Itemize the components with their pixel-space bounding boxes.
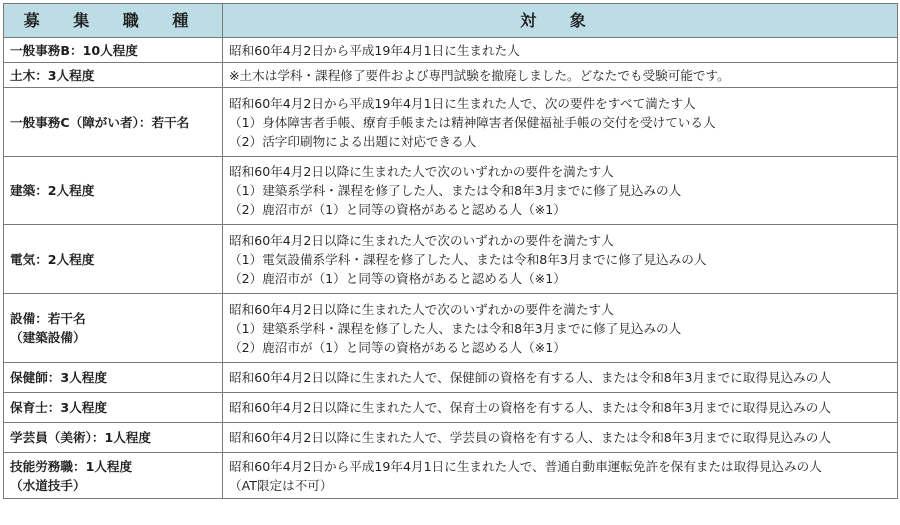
- position-cell: 設備：若干名 （建築設備）: [4, 294, 223, 363]
- table-row: [4, 225, 898, 294]
- target-cell: 昭和60年4月2日以降に生まれた人で次のいずれかの要件を満たす人 （1）建築系学科・課程を修了した人、または令和8年3月までに修了見込みの人 （2）鹿沼市が（1）と同等の資格があると認める人（※1）: [223, 157, 898, 225]
- target-cell: ※土木は学科・課程修了要件および専門試験を撤廃しました。どなたでも受験可能です。: [223, 63, 898, 88]
- target-cell: 昭和60年4月2日以降に生まれた人で、保健師の資格を有する人、または令和8年3月までに取得見込みの人: [223, 363, 898, 393]
- position-cell: 保健師：3人程度: [4, 363, 223, 393]
- target-cell: 昭和60年4月2日以降に生まれた人で、保育士の資格を有する人、または令和8年3月までに取得見込みの人: [223, 393, 898, 423]
- target-cell: 昭和60年4月2日から平成19年4月1日に生まれた人で、次の要件をすべて満たす人 （1）身体障害者手帳、療育手帳または精神障害者保健福祉手帳の交付を受けている人 （2）活字印刷物による出題に対応できる人: [223, 88, 898, 157]
- position-cell: 一般事務B：10人程度: [4, 38, 223, 63]
- table-row: [4, 88, 898, 157]
- position-cell: 学芸員（美術）：1人程度: [4, 423, 223, 453]
- table-row: [4, 453, 898, 499]
- table-row: [4, 363, 898, 393]
- position-cell: 一般事務C（障がい者）：若干名: [4, 88, 223, 157]
- header-target: 対 象: [223, 4, 898, 38]
- table-row: [4, 294, 898, 363]
- table-row: [4, 393, 898, 423]
- target-cell: 昭和60年4月2日以降に生まれた人で次のいずれかの要件を満たす人 （1）電気設備系学科・課程を修了した人、または令和8年3月までに修了見込みの人 （2）鹿沼市が（1）と同等の資格があると認める人（※1）: [223, 225, 898, 294]
- table-row: [4, 423, 898, 453]
- header-position: 募 集 職 種: [4, 4, 223, 38]
- recruitment-table: [3, 3, 898, 499]
- table-row: [4, 157, 898, 225]
- table-row: [4, 63, 898, 88]
- table-header-row: [4, 4, 898, 38]
- position-cell: 保育士：3人程度: [4, 393, 223, 423]
- table-row: [4, 38, 898, 63]
- position-cell: 建築：2人程度: [4, 157, 223, 225]
- target-cell: 昭和60年4月2日以降に生まれた人で、学芸員の資格を有する人、または令和8年3月までに取得見込みの人: [223, 423, 898, 453]
- target-cell: 昭和60年4月2日以降に生まれた人で次のいずれかの要件を満たす人 （1）建築系学科・課程を修了した人、または令和8年3月までに修了見込みの人 （2）鹿沼市が（1）と同等の資格があると認める人（※1）: [223, 294, 898, 363]
- position-cell: 電気：2人程度: [4, 225, 223, 294]
- position-cell: 土木：3人程度: [4, 63, 223, 88]
- target-cell: 昭和60年4月2日から平成19年4月1日に生まれた人: [223, 38, 898, 63]
- target-cell: 昭和60年4月2日から平成19年4月1日に生まれた人で、普通自動車運転免許を保有または取得見込みの人 （AT限定は不可）: [223, 453, 898, 499]
- position-cell: 技能労務職：1人程度 （水道技手）: [4, 453, 223, 499]
